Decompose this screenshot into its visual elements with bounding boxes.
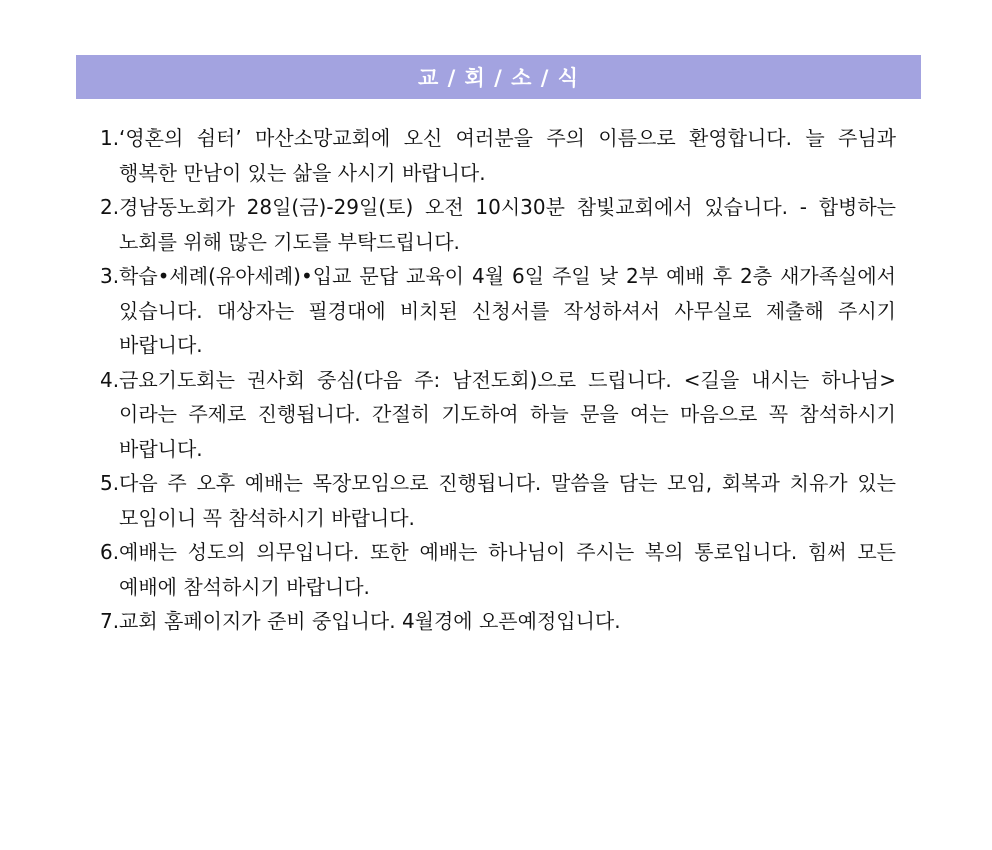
notice-text: 금요기도회는 권사회 중심(다음 주: 남전도회)으로 드립니다. <길을 내시는 하나님>이라는 주제로 진행됩니다. 간절히 기도하여 하늘 문을 여는 마음으로 꼭 참석하시기 바랍니다. (119, 367, 896, 461)
notice-number: 4. (100, 367, 120, 392)
notice-text: 예배는 성도의 의무입니다. 또한 예배는 하나님이 주시는 복의 통로입니다. 힘써 모든 예배에 참석하시기 바랍니다. (119, 540, 896, 599)
notice-number: 3. (100, 264, 120, 288)
notice-item-1 (100, 121, 896, 190)
section-header (76, 55, 921, 99)
notice-number: 7. (100, 609, 120, 633)
section-title: 교 / 회 / 소 / 식 (417, 66, 580, 90)
notice-list (100, 121, 896, 639)
notice-item-6 (100, 535, 896, 604)
notice-number: 5. (100, 471, 120, 495)
notice-number: 6. (100, 540, 120, 564)
notice-number: 1. (100, 126, 120, 150)
notice-text: 경남동노회가 28일(금)-29일(토) 오전 10시30분 참빛교회에서 있습니다. - 합병하는 노회를 위해 많은 기도를 부탁드립니다. (119, 195, 896, 254)
notice-text: 교회 홈페이지가 준비 중입니다. 4월경에 오픈예정입니다. (119, 609, 621, 633)
notice-item-4 (100, 363, 896, 467)
notice-text: ‘영혼의 쉼터’ 마산소망교회에 오신 여러분을 주의 이름으로 환영합니다. 늘 주님과 행복한 만남이 있는 삶을 사시기 바랍니다. (119, 126, 896, 185)
notice-item-5 (100, 466, 896, 535)
notice-item-3 (100, 259, 896, 363)
notice-text: 다음 주 오후 예배는 목장모임으로 진행됩니다. 말씀을 담는 모임, 회복과 치유가 있는 모임이니 꼭 참석하시기 바랍니다. (119, 471, 896, 530)
notice-text: 학습•세례(유아세례)•입교 문답 교육이 4월 6일 주일 낮 2부 예배 후 2층 새가족실에서 있습니다. 대상자는 필경대에 비치된 신청서를 작성하셔서 사무실로 제출해 주시기 바랍니다. (119, 264, 896, 357)
notice-item-7 (100, 604, 896, 639)
notice-number: 2. (100, 195, 120, 219)
notice-item-2 (100, 190, 896, 259)
